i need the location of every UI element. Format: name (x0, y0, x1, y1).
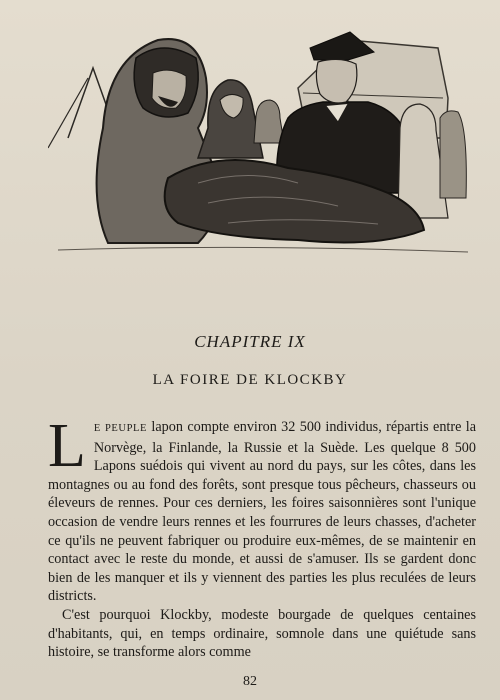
paragraph-1-text: lapon compte environ 32 500 individus, répartis entre la Norvège, la Finlande, la Russie et la Suède. Les quelque 8 500 Lapons suédois qui vivent au nord du pays, sur les côtes, dans les montagnes ou au fond des forêts, sont presque tous pêcheurs, chasseurs ou éleveurs de rennes. Pour ces derniers, les foires saisonnières sont l'unique occasion de vendre leurs rennes et les fourrures de leurs chasses, d'acheter ce qu'ils ne peuvent fabriquer ou produire eux-mêmes, de se maintenir en contact avec le reste du monde, et aussi de s'amuser. Ils se gardent donc bien de les manquer et ils y viennent des parties les plus reculées de leurs districts. (48, 419, 476, 605)
drop-cap-letter: L (48, 412, 86, 480)
paragraph-2-text: C'est pourquoi Klockby, modeste bourgade de quelques centaines d'habitants, qui, en temps ordinaire, somnole dans une quiétude sans histoire, se transforme alors comme (48, 606, 476, 661)
paragraph-1 (48, 412, 476, 606)
chapter-title: LA FOIRE DE KLOCKBY (152, 372, 348, 388)
chapter-illustration (48, 18, 478, 258)
chapter-number: CHAPITRE IX (194, 332, 306, 351)
paragraph-2 (48, 606, 476, 662)
page-number: 82 (243, 674, 257, 689)
opening-small-caps: E PEUPLE (93, 423, 148, 434)
fur-trade-scene-image (48, 18, 478, 258)
chapter-body (48, 412, 476, 662)
